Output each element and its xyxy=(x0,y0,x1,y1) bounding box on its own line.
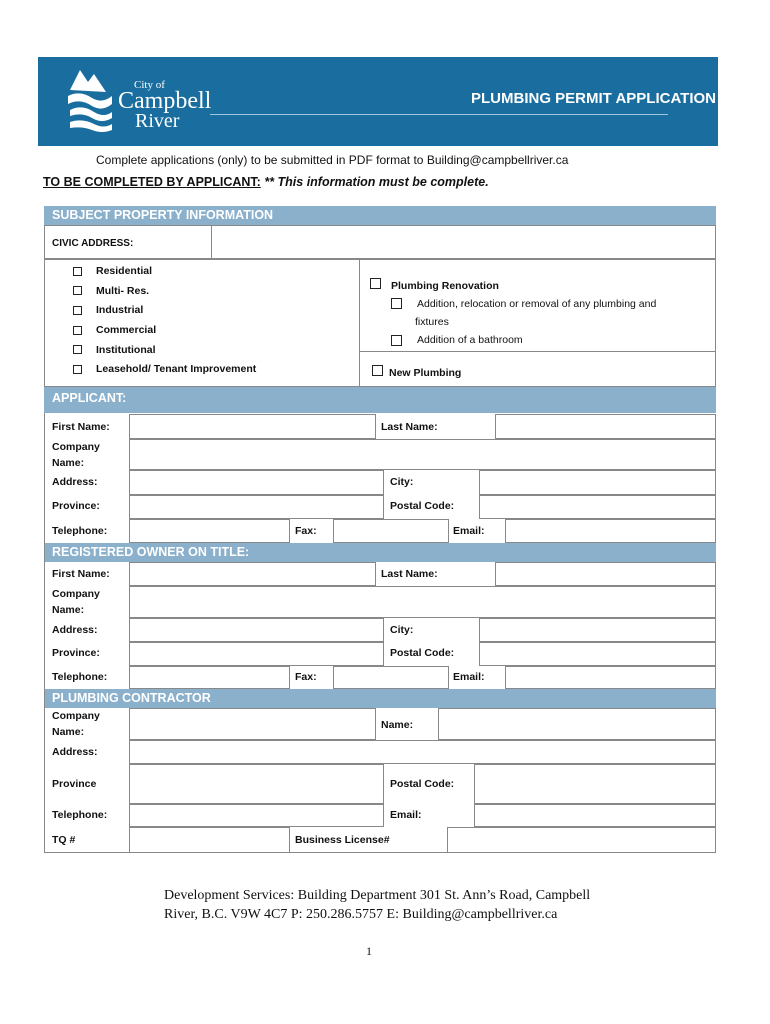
plumbing-renovation-label: Plumbing Renovation xyxy=(391,280,499,292)
contractor-postal-label: Postal Code: xyxy=(390,778,455,790)
contractor-email-label: Email: xyxy=(390,809,422,821)
footer-line-2: River, B.C. V9W 4C7 P: 250.286.5757 E: Building@campbellriver.ca xyxy=(164,907,558,922)
owner-city-input[interactable] xyxy=(479,618,716,642)
contractor-telephone-label: Telephone: xyxy=(52,809,108,821)
notice-italic: ** This information must be complete. xyxy=(264,175,489,189)
owner-province-label: Province: xyxy=(52,647,100,659)
section-plumbing-contractor: PLUMBING CONTRACTOR xyxy=(44,689,716,708)
owner-company-input[interactable] xyxy=(129,586,716,618)
contractor-name-label: Name: xyxy=(381,719,414,731)
applicant-company-label: Company xyxy=(52,441,100,453)
applicant-email-label: Email: xyxy=(453,525,485,537)
industrial-label: Industrial xyxy=(96,304,144,316)
notice-heading: TO BE COMPLETED BY APPLICANT: xyxy=(43,175,261,189)
owner-email-input[interactable] xyxy=(505,666,716,689)
multi-res-checkbox[interactable] xyxy=(73,286,82,295)
applicant-telephone-input[interactable] xyxy=(129,519,290,543)
owner-address-label: Address: xyxy=(52,624,98,636)
civic-address-label: CIVIC ADDRESS: xyxy=(52,238,134,249)
owner-city-label: City: xyxy=(390,624,414,636)
industrial-checkbox[interactable] xyxy=(73,306,82,315)
owner-last-name-input[interactable] xyxy=(495,562,716,586)
footer-address xyxy=(164,886,590,924)
owner-email-label: Email: xyxy=(453,671,485,683)
form-bottom-border xyxy=(44,852,716,853)
applicant-postal-label: Postal Code: xyxy=(390,500,455,512)
contractor-address-input[interactable] xyxy=(129,740,716,764)
leasehold-label: Leasehold/ Tenant Improvement xyxy=(96,363,257,375)
commercial-label: Commercial xyxy=(96,324,157,336)
new-plumbing-checkbox[interactable] xyxy=(372,365,383,376)
applicant-company-label-2: Name: xyxy=(52,457,85,469)
applicant-city-label: City: xyxy=(390,476,414,488)
logo-campbell: Campbell xyxy=(118,88,212,114)
addition-relocation-label-cont: fixtures xyxy=(415,316,449,328)
contractor-email-input[interactable] xyxy=(474,804,716,827)
contractor-business-license-label: Business License# xyxy=(295,834,390,846)
page-number: 1 xyxy=(366,944,372,958)
logo-city-of: City of xyxy=(134,79,165,91)
contractor-company-label-2: Name: xyxy=(52,726,85,738)
section-subject-property: SUBJECT PROPERTY INFORMATION xyxy=(44,206,716,225)
title-divider xyxy=(210,114,668,115)
contractor-company-input[interactable] xyxy=(129,708,376,740)
contractor-postal-input[interactable] xyxy=(474,764,716,804)
contractor-address-label: Address: xyxy=(52,746,98,758)
applicant-city-input[interactable] xyxy=(479,470,716,495)
owner-fax-label: Fax: xyxy=(295,671,317,683)
applicant-province-input[interactable] xyxy=(129,495,384,519)
submission-instruction: Complete applications (only) to be submitted in PDF format to Building@campbellriver.ca xyxy=(96,153,569,167)
contractor-business-license-input[interactable] xyxy=(447,827,716,853)
applicant-province-label: Province: xyxy=(52,500,100,512)
owner-company-label: Company xyxy=(52,588,100,600)
contractor-company-label: Company xyxy=(52,710,100,722)
owner-company-label-2: Name: xyxy=(52,604,85,616)
contractor-name-input[interactable] xyxy=(438,708,716,740)
applicant-address-input[interactable] xyxy=(129,470,384,495)
contractor-province-input[interactable] xyxy=(129,764,384,804)
applicant-last-name-input[interactable] xyxy=(495,414,716,439)
applicant-postal-input[interactable] xyxy=(479,495,716,519)
commercial-checkbox[interactable] xyxy=(73,326,82,335)
applicant-fax-label: Fax: xyxy=(295,525,317,537)
section-applicant: APPLICANT: xyxy=(44,387,716,413)
applicant-address-label: Address: xyxy=(52,476,98,488)
contractor-telephone-input[interactable] xyxy=(129,804,384,827)
addition-relocation-checkbox[interactable] xyxy=(391,298,402,309)
residential-label: Residential xyxy=(96,265,153,277)
form-left-border xyxy=(44,413,45,853)
new-plumbing-label: New Plumbing xyxy=(389,367,462,379)
campbell-river-logo-icon xyxy=(66,66,114,134)
owner-first-name-input[interactable] xyxy=(129,562,376,586)
owner-first-name-label: First Name: xyxy=(52,568,110,580)
civic-address-label-cell xyxy=(44,225,212,259)
institutional-label: Institutional xyxy=(96,344,156,356)
owner-last-name-label: Last Name: xyxy=(381,568,438,580)
multi-res-label: Multi- Res. xyxy=(96,285,150,297)
applicant-first-name-input[interactable] xyxy=(129,414,376,439)
addition-bathroom-label: Addition of a bathroom xyxy=(417,334,523,346)
civic-address-input[interactable] xyxy=(211,225,716,259)
addition-bathroom-checkbox[interactable] xyxy=(391,335,402,346)
applicant-company-input[interactable] xyxy=(129,439,716,470)
owner-fax-input[interactable] xyxy=(333,666,449,689)
applicant-telephone-label: Telephone: xyxy=(52,525,108,537)
owner-province-input[interactable] xyxy=(129,642,384,666)
plumbing-renovation-checkbox[interactable] xyxy=(370,278,381,289)
owner-postal-label: Postal Code: xyxy=(390,647,455,659)
section-registered-owner: REGISTERED OWNER ON TITLE: xyxy=(44,543,716,562)
contractor-tq-input[interactable] xyxy=(129,827,290,853)
contractor-province-label: Province xyxy=(52,778,97,790)
form-title: PLUMBING PERMIT APPLICATION xyxy=(471,90,716,107)
applicant-notice xyxy=(43,175,489,189)
owner-telephone-input[interactable] xyxy=(129,666,290,689)
footer-line-1: Development Services: Building Department 301 St. Ann’s Road, Campbell xyxy=(164,888,591,903)
institutional-checkbox[interactable] xyxy=(73,345,82,354)
addition-relocation-label: Addition, relocation or removal of any plumbing and xyxy=(417,298,657,310)
applicant-last-name-label: Last Name: xyxy=(381,421,438,433)
logo-river: River xyxy=(135,110,180,132)
residential-checkbox[interactable] xyxy=(73,267,82,276)
owner-postal-input[interactable] xyxy=(479,642,716,666)
owner-address-input[interactable] xyxy=(129,618,384,642)
contractor-tq-label: TQ # xyxy=(52,834,76,846)
applicant-first-name-label: First Name: xyxy=(52,421,110,433)
applicant-fax-input[interactable] xyxy=(333,519,449,543)
owner-telephone-label: Telephone: xyxy=(52,671,108,683)
leasehold-checkbox[interactable] xyxy=(73,365,82,374)
applicant-email-input[interactable] xyxy=(505,519,716,543)
